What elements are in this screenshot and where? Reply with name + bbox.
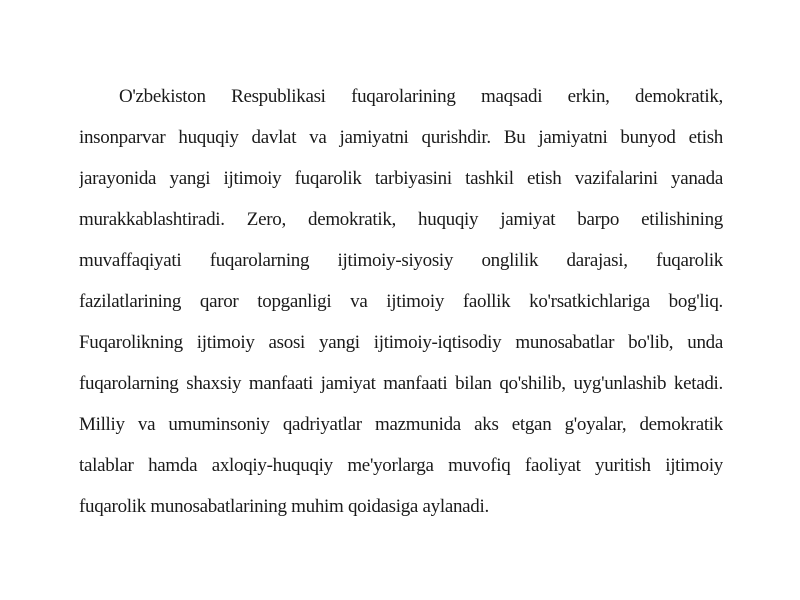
paragraph-line: muvaffaqiyati fuqarolarning ijtimoiy-siyosiy onglilik darajasi, fuqarolik <box>79 250 723 271</box>
paragraph-line: talablar hamda axloqiy-huquqiy me'yorlarga muvofiq faoliyat yuritish ijtimoiy <box>79 455 723 476</box>
paragraph-line: jarayonida yangi ijtimoiy fuqarolik tarbiyasini tashkil etish vazifalarini yanada <box>79 168 723 189</box>
paragraph-line: insonparvar huquqiy davlat va jamiyatni qurishdir. Bu jamiyatni bunyod etish <box>79 127 723 148</box>
paragraph-line: fuqarolarning shaxsiy manfaati jamiyat manfaati bilan qo'shilib, uyg'unlashib ketadi. <box>79 373 723 394</box>
paragraph-line: fuqarolik munosabatlarining muhim qoidasiga aylanadi. <box>79 496 489 517</box>
paragraph-line: murakkablashtiradi. Zero, demokratik, huquqiy jamiyat barpo etilishining <box>79 209 723 230</box>
paragraph-line: Fuqarolikning ijtimoiy asosi yangi ijtimoiy-iqtisodiy munosabatlar bo'lib, unda <box>79 332 723 353</box>
paragraph-line: Milliy va umuminsoniy qadriyatlar mazmunida aks etgan g'oyalar, demokratik <box>79 414 723 435</box>
paragraph-line: fazilatlarining qaror topganligi va ijtimoiy faollik ko'rsatkichlariga bog'liq. <box>79 291 723 312</box>
paragraph <box>79 76 723 527</box>
paragraph-line: O'zbekiston Respublikasi fuqarolarining maqsadi erkin, demokratik, <box>119 86 723 107</box>
